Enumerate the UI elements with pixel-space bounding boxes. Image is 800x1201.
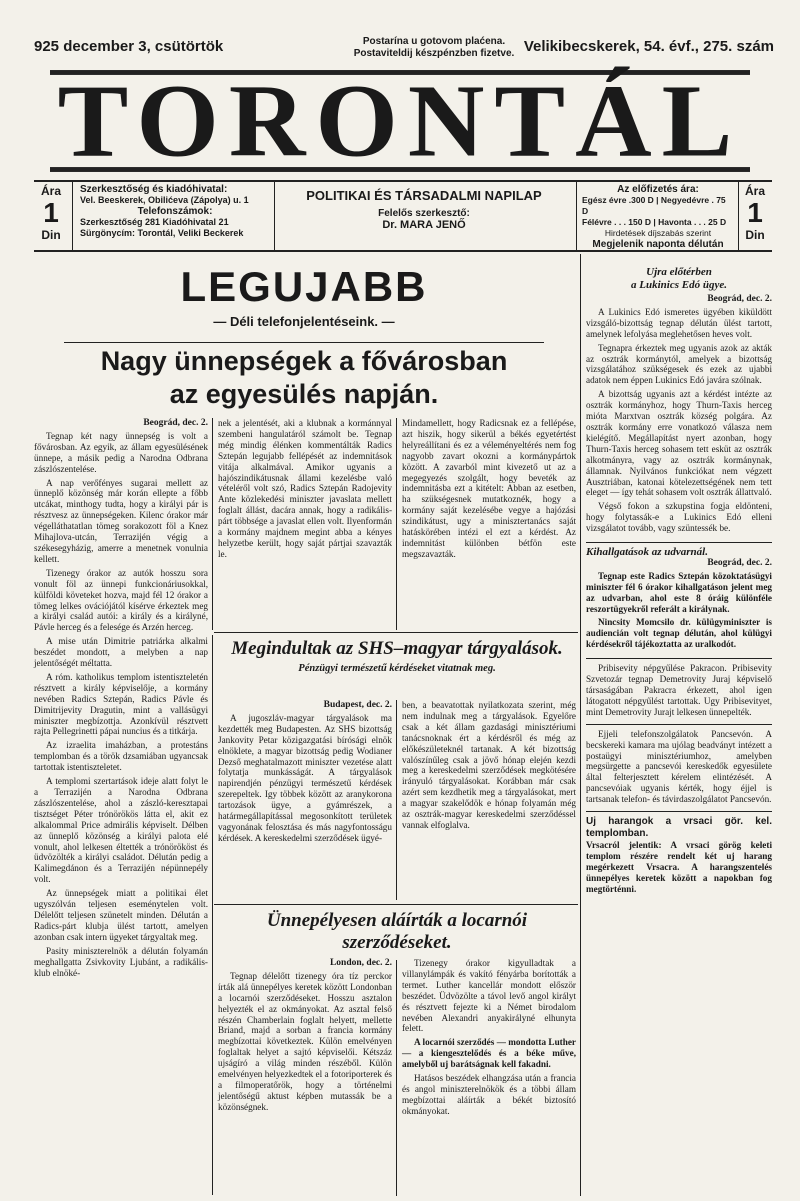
subscription-line-4: Megjelenik naponta délután <box>592 239 724 250</box>
editor-label: Felelős szerkesztő: <box>378 208 470 219</box>
a1-par-4: A róm. katholikus templom istentiszteletén résztvett a király képviselője, a kormány nevében Radics Sztepán, Radics Pávle és Dimitrijevity Dragutin, mint a vallásügyi miniszter megbízottja. Azonkívül résztvett rajta Pellegrinetti pápai nuncius és a titkárja. <box>34 671 208 737</box>
editor-name: Dr. MARA JENŐ <box>382 219 466 231</box>
price-value-right: 1 <box>747 197 763 228</box>
r1-par-2: A bizottság ugyanis azt a kérdést intézte az osztrák kormányhoz, hogy Thurn-Taxis herceg mióta Marxtvan osztrák község polgára. Az osztrák kormány erre vonatkozó válasza nem kielégítő. Megállapítást nyert azonban, hogy Thurn-Taxis herceg sohasem tett esküt az osztrák alkotmányra, vagy az osztrák kormánynak, államnak. Nyilvános funkciókat nem végzett Ausztriában, katonai kötelezettségének nem tett eleget — így tehát sohasem volt osztrák állattvaló. <box>586 389 772 498</box>
a1-par-1: A nap verőfényes sugarai mellett az ünneplő közönség már korán ellepte a főbb utcákat, minthogy tudta, hogy a királyi pár is résztvesz az ünnepségeken. Kilenc órakor már végelláthatatlan tömeg sorakozott föl a Knez Mihajlova-utcán, Terrazijén végig a székesegyházig, amerre a menetnek vonulnia kellett. <box>34 477 208 564</box>
article-2-col-1 <box>218 700 392 847</box>
article-1-col-3 <box>402 418 576 563</box>
r3-text: Pribisevity népgyűlése Pakracon. Pribisevity Szvetozár tegnap Demetrovity Juraj képviselő társaságában Pakracra érkezett, ahol igen látogatott népgyűlést tartottak. Ugy Pribisevityet, mint Demetrovity Jurajt lelkesen ünnepelték. <box>586 663 772 717</box>
price-unit: Din <box>41 228 61 242</box>
r1-dateline: Beográd, dec. 2. <box>707 294 772 304</box>
masthead-title: TORONTÁL <box>50 70 751 172</box>
price-label: Ára <box>40 184 61 198</box>
a2-col2-text: ben, a beavatottak nyilatkozata szerint, még nem indulnak meg a tárgyalások. Egyelőre csak a két állam gazdasági minisztériumi tanácsnoknak ért a kérdésről és még az előkészületeknél tartanak. A két bizottság valószínűleg csak a jövő hónap elején kezdi meg a kereskedelmi szerződések megkötésére irányuló tárgyalásokat. Korábban már csak azért sem kezdhetik meg a tárgyalásokat, mert a magyar szakelődök e hónap folyamán még az osztrák-magyar kereskedelmi szerződéssel vannak elfoglalva. <box>402 700 576 830</box>
a1-col3-text: Mindamellett, hogy Radicsnak ez a fellépése, azt hiszik, hogy sikerül a békés egyetértést helyreállítani és ez a véleményeltérés nem fog nagyobb zavart okozni a kormánypártok között. A zavarból mint kivezető ut az a megegyezés szolgált, hogy beveték az indemnitásba ezt a kitételt: Abban az esetben, ha szükségesnek mutatkoznék, hogy a kormány saját kezelésébe vegye a hajózási szindikátust, ugy a minisztertanács saját hatáskörében intézi el ezt a kérdést. Az indemnitást különben bétfön este megszavazták. <box>402 418 576 559</box>
lead-block <box>34 264 574 411</box>
price-right <box>740 184 770 242</box>
article-3-dateline: London, dec. 2. <box>329 958 392 968</box>
article-3-title: Ünnepélyesen aláírták a locarnói szerződéseket. <box>266 910 528 953</box>
headline-2: az egyesülés napján. <box>169 379 439 409</box>
section-title: LEGUJABB <box>180 263 428 310</box>
issue-number: Velikibecskerek, 54. évf., 275. szám <box>523 38 774 55</box>
article-1-col-2 <box>218 418 392 563</box>
editorial-line-4: Sürgönycím: Torontál, Veliki Beckerek <box>80 228 244 238</box>
a1-par-7: Az ünnepségek miatt a politikai élet ugyszólván teljesen eseménytelen volt. Délelőtt teljesen szünetelt minden. Délután a Radics-párt klubja ülést tartott, amelyen azonban csak intern ügyeket tárgyaltak meg. <box>34 888 208 942</box>
editorial-line-2: Telefonszámok: <box>137 206 213 217</box>
masthead <box>30 63 770 178</box>
article-1-dateline: Beográd, dec. 2. <box>143 418 208 428</box>
headline-1: Nagy ünnepségek a fővárosban <box>100 346 508 376</box>
article-3-col-1 <box>218 958 392 1116</box>
a1-col2-text: nek a jelentését, aki a klubnak a kormánnyal szembeni hangulatáról számolt be. Tegnap még mindig élénken kommentálták Radics Sztepán legujabb fellépését az indemnitások vitája alkalmával. Amikor ugyanis a hajószindikátusnak állami kezelésbe való vételéről volt szó, Radics Sztepán Radojevity Ante közlekedési miniszter javaslata mellett foglalt állást, dacára annak, hogy a radikális-párt többsége a javaslat ellen volt. Ilyenformán a kormány majdnem megint abba a kényes helyzetbe került, hogy saját pártjai szavazták le. <box>218 418 392 559</box>
section-subtitle: — Déli telefonjelentéseink. — <box>213 314 395 329</box>
r5-text: Vrsacról jelentik: A vrsaci görög keleti templom részére rendelt két uj harang megérkezett Vrsacra. A harangszentelés ünnepélyes keretek között a napokban fog megtörténni. <box>586 840 772 894</box>
postal-note <box>324 36 544 60</box>
article-3-head <box>218 910 576 954</box>
a1-par-6: A templomi szertartások ideje alatt folyt le a Terrazijén a Narodna Odbrana zászlószentelése, ahol a zászló-keresztapai tisztséget Péter trónörökös látta el, akit ez alkalommal Price admirális képviselt. Délben az ünneplő közönség a királyi palota elé vonult, ahol lelkesen éltették a trónörököst és üdvözölték a királyi családot. Délután pedig a Kalimegdánon és a Terrazijén népünnepély volt. <box>34 776 208 885</box>
a1-par-5: Az izraelita imaházban, a protestáns templomban és a török dzsamiában ugyancsak tartottak istentiszteletet. <box>34 740 208 773</box>
article-2-title: Megindultak az SHS–magyar tárgyalások. <box>231 638 563 659</box>
postal-note-2: Postaviteldij készpénzben fizetve. <box>353 48 515 59</box>
a1-par-2: Tizenegy órakor az autók hosszu sora vonult föl az ünnepi funkcionáriusokkal, külföldi követeket hozva, majd fél 12 órakor a tömeg lelkes ovációjától kísérve érkeztek meg a királyi család autói: a király és a királyné, Pávle herceg és a felesége és Arzén herceg. <box>34 567 208 633</box>
subscription-line-3: Hirdetések díjszabás szerint <box>604 228 712 238</box>
price-left <box>36 184 66 242</box>
editorial-info <box>80 184 270 239</box>
article-2-subtitle: Pénzügyi természetű kérdéseket vitatnak meg. <box>298 663 496 674</box>
a3-col2-head: A locarnói szerződés — mondotta Luther — a kiengesztelődés és a béke műve, amelyből uj barátságnak kell fakadni. <box>402 1037 576 1070</box>
subscription-line-1: Egész évre .300 D | Negyedévre . 75 D <box>582 195 726 216</box>
a1-par-8: Pasity miniszterelnök a délután folyamán meghallgatta Zsivkovity Ljubánt, a radikális-klub elnöké- <box>34 945 208 978</box>
price-label-right: Ára <box>744 184 765 198</box>
article-2-col-2 <box>402 700 576 834</box>
r2-par-0: Tegnap este Radics Sztepán közoktatásügyi miniszter fél 6 órakor kihallgatáson jelent meg az udvarban, ahol este 8 óráig különféle reszortügyekről referált a királynak. <box>586 570 772 614</box>
editorial-line-0: Szerkesztőség és kiadóhivatal: <box>80 184 228 195</box>
subscription-line-2: Félévre . . . 150 D | Havonta . . . 25 D <box>582 217 727 227</box>
r4-text: Ejjeli telefonszolgálatok Pancsevón. A becskereki kamara ma ujólag beadványt intézett a postaügyi minisztériumhoz, amelyben megsürgette a pancsevói kereskedők egyesülete által felterjesztett kérelem elintézését. A pancsevóiak ugyanis kérték, hogy éjjel is tartsanak telefon- és távirdaszolgálatot Pancsevón. <box>586 728 772 805</box>
article-2-dateline: Budapest, dec. 2. <box>323 700 392 710</box>
editorial-line-1: Vel. Beeskerek, Obilićeva (Zápolya) u. 1 <box>80 195 249 205</box>
paper-subtitle: POLITIKAI ÉS TÁRSADALMI NAPILAP <box>306 188 542 203</box>
r1-par-3: Végső fokon a szkupstina fogja eldönteni, hogy folytassák-e a Lukinics Edó elleni vizsgálatot tovább, vagy szüntessék be. <box>586 501 772 534</box>
a3-col2-p2: Hatásos beszédek elhangzása után a francia és angol miniszterelnökök és a többi állam megbízottai aláírták a békét biztosító okmányokat. <box>402 1073 576 1116</box>
r2-par-1: Nincsity Momcsilo dr. külügyminiszter is audiencián volt tegnap délután, ahol külügyi kérdésekről tájékoztatta az uralkodót. <box>586 617 772 650</box>
top-line <box>34 38 774 58</box>
price-unit-right: Din <box>745 228 765 242</box>
article-3-col-2 <box>402 958 576 1120</box>
a1-par-3: A mise után Dimitrie patriárka alkalmi beszédet mondott, a melyben a nap jelentőségét méltatta. <box>34 636 208 669</box>
r5-title: Uj harangok a vrsaci gör. kel. templomban. <box>586 816 772 840</box>
editorial-line-3: Szerkesztőség 281 Kiadóhivatal 21 <box>80 217 229 227</box>
a3-col1-text: Tegnap délelőtt tizenegy óra tíz perckor írták alá ünnepélyes keretek között Londonban a locarnói szerződéseket. Hosszu asztalon helyezték el az okmányokat. Az asztal felső részén Chamberlain foglalt helyett, mellette Briand, majd a sorban a francia kormány megbízottai következtek. Külön emelvényen foglaltak helyet a sajtó képviselői. Kétszáz ujságíró a világ minden részéből. Külön emelvényen helyezkedtek el a fotoriporterek és a filmoperatőrök, hogy a történelmi jelentőségű aktust képben mutassák be a közönségnek. <box>218 970 392 1112</box>
price-value: 1 <box>43 197 59 228</box>
subscription-line-0: Az előfizetés ára: <box>617 184 699 195</box>
subscription-info <box>582 184 734 250</box>
a3-col2-p1: Tizenegy órakor kigyulladtak a villanylámpák és vakító fényárba borították a termet. Luther kancellár mondott először beszédet. Üdvözölte a távol levő angol királyt és résztvett fejezte ki a Német birodalom nevében Alexandri anyakirályné elhunyta felett. <box>402 958 576 1034</box>
r2-title: Kihallgatások az udvarnál. <box>586 546 708 559</box>
a2-col1-text: A jugoszláv-magyar tárgyalások ma kezdették meg Budapesten. Az SHS bizottság Jankovity Petar közigazgatási bírósági elnök elnöklete, a magyar bizottság pedig Wodianer Dezső meghatalmazott miniszter vezetése alatt folytatja munkásságát. A tárgyalások napirendjén pénzügyi természetű kérdések szerepeltek. Igy többek között az aranykorona tartozások ügye, a gyámrészek, a határmegállapítással megosonkított területek vagyonának felosztása és más nagyfontosságu kérdések. A kereskedelmi szerződések ügyé- <box>218 712 392 843</box>
r1-par-0: A Lukinics Edó ismeretes ügyében kiküldött vizsgáló-bizottság tegnap délután ülést tartott, amelynek lefolyása meglehetősen heves volt. <box>586 306 772 339</box>
header-box <box>34 180 772 252</box>
r2-dateline: Beográd, dec. 2. <box>707 557 772 568</box>
postal-note-1: Postarína u gotovom plaćena. <box>362 36 506 47</box>
right-column <box>586 266 772 898</box>
article-1-col-1 <box>34 418 208 981</box>
r1-title-2: a Lukinics Edó ügye. <box>631 279 727 291</box>
r1-par-1: Tegnapra érkeztek meg ugyanis azok az akták az osztrák kormánytól, amelyek a bizottság vizsgálatához szükségesek és ezek az ujabbi adatok nem éppen Lukinics Edó javára szólnak. <box>586 342 772 386</box>
article-2-head <box>218 638 576 674</box>
issue-date: 925 december 3, csütörtök <box>34 38 224 55</box>
paper-subtitle-block <box>278 188 570 231</box>
a1-par-0: Tegnap két nagy ünnepség is volt a fővárosban. Az egyik, az állam egyesülésének ünnepe, a másik pedig a Narodna Odbrana zászlószentelése. <box>34 430 208 474</box>
r1-title-1: Ujra előtérben <box>646 266 712 278</box>
